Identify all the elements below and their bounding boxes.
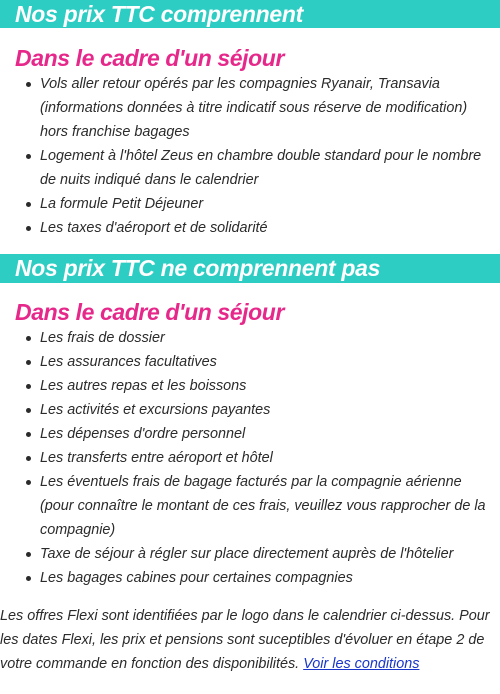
list-item-text: Les frais de dossier — [40, 330, 165, 346]
list-item-text: Vols aller retour opérés par les compagnies Ryanair, Transavia (informations données à titre indicatif sous réserve de modification) hors franchise bagages — [40, 76, 468, 140]
list-item — [40, 350, 500, 374]
included-section — [0, 0, 500, 240]
bullet-icon — [26, 336, 31, 341]
bullet-icon — [26, 226, 31, 231]
flexi-footer-text: Les offres Flexi sont identifiées par le logo dans le calendrier ci-dessus. Pour les dates Flexi, les prix et pensions sont suceptibles d'évoluer en étape 2 de votre commande en fonction des disponibilités. — [0, 608, 490, 672]
list-item-text: Les taxes d'aéroport et de solidarité — [40, 220, 268, 236]
list-item — [40, 542, 500, 566]
list-item — [40, 192, 500, 216]
list-item-text: Les transferts entre aéroport et hôtel — [40, 450, 273, 466]
flexi-footer-note — [0, 604, 500, 676]
list-item — [40, 566, 500, 590]
list-item — [40, 470, 500, 542]
list-item-text: Taxe de séjour à régler sur place directement auprès de l'hôtelier — [40, 546, 454, 562]
conditions-link[interactable]: Voir les conditions — [303, 656, 420, 672]
list-item — [40, 144, 500, 192]
list-item — [40, 72, 500, 144]
bullet-icon — [26, 82, 31, 87]
list-item-text: Les autres repas et les boissons — [40, 378, 247, 394]
list-item-text: Les dépenses d'ordre personnel — [40, 426, 246, 442]
list-item — [40, 374, 500, 398]
list-item-text: Les bagages cabines pour certaines compagnies — [40, 570, 353, 586]
excluded-section — [0, 254, 500, 590]
bullet-icon — [26, 456, 31, 461]
excluded-subtitle: Dans le cadre d'un séjour — [15, 299, 284, 325]
bullet-icon — [26, 408, 31, 413]
bullet-icon — [26, 552, 31, 557]
list-item-text: La formule Petit Déjeuner — [40, 196, 204, 212]
bullet-icon — [26, 154, 31, 159]
list-item — [40, 216, 500, 240]
list-item-text: Les éventuels frais de bagage facturés par la compagnie aérienne (pour connaître le montant de ces frais, veuillez vous rapprocher de la compagnie) — [40, 474, 486, 538]
bullet-icon — [26, 432, 31, 437]
bullet-icon — [26, 360, 31, 365]
bullet-icon — [26, 202, 31, 207]
list-item-text: Les activités et excursions payantes — [40, 402, 271, 418]
bullet-icon — [26, 480, 31, 485]
excluded-list — [0, 326, 500, 590]
excluded-title: Nos prix TTC ne comprennent pas — [0, 254, 500, 283]
list-item — [40, 398, 500, 422]
included-list — [0, 72, 500, 240]
list-item — [40, 326, 500, 350]
list-item-text: Logement à l'hôtel Zeus en chambre double standard pour le nombre de nuits indiqué dans le calendrier — [40, 148, 482, 188]
included-title: Nos prix TTC comprennent — [0, 0, 500, 28]
bullet-icon — [26, 384, 31, 389]
bullet-icon — [26, 576, 31, 581]
list-item — [40, 422, 500, 446]
list-item — [40, 446, 500, 470]
list-item-text: Les assurances facultatives — [40, 354, 217, 370]
included-subtitle: Dans le cadre d'un séjour — [15, 45, 284, 71]
